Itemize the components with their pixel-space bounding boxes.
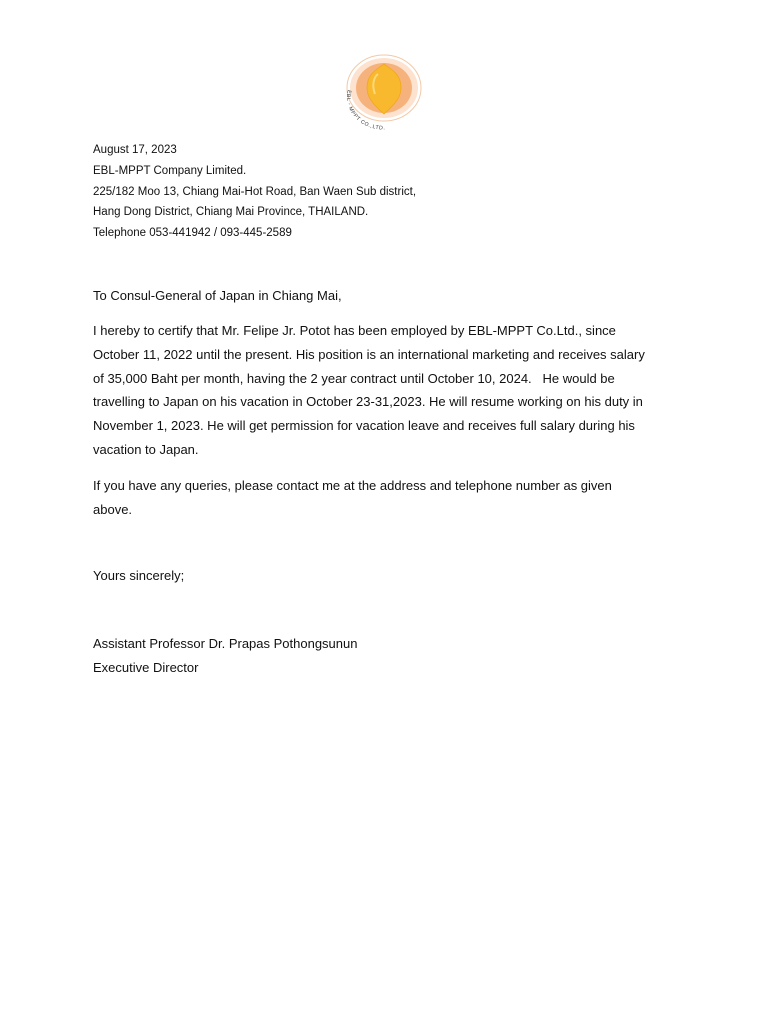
telephone: Telephone 053-441942 / 093-445-2589 [93, 227, 292, 240]
address-line-2: Hang Dong District, Chiang Mai Province, THAILAND. [93, 206, 369, 219]
letter-date: August 17, 2023 [93, 144, 177, 156]
closing: Yours sincerely; [93, 568, 185, 583]
signer-name: Assistant Professor Dr. Prapas Pothongsunun [93, 636, 358, 651]
body-paragraph-1 [93, 319, 683, 462]
paragraph-line: November 1, 2023. He will get permission for vacation leave and receives full salary during his [93, 418, 635, 434]
salutation: To Consul-General of Japan in Chiang Mai, [93, 288, 342, 303]
paragraph-line: vacation to Japan. [93, 441, 199, 457]
paragraph-line: of 35,000 Baht per month, having the 2 year contract until October 10, 2024. He would be [93, 370, 615, 386]
logo-text: EBL - MPPT CO.,LTD. [344, 89, 386, 130]
signer-title: Executive Director [93, 660, 199, 675]
signature-block [93, 632, 357, 680]
company-name: EBL-MPPT Company Limited. [93, 164, 247, 177]
body-paragraph-2 [93, 474, 683, 522]
address-line-1: 225/182 Moo 13, Chiang Mai-Hot Road, Ban Waen Sub district, [93, 185, 417, 198]
paragraph-line: October 11, 2022 until the present. His position is an international marketing and receives salary [93, 346, 645, 362]
company-logo [336, 50, 432, 130]
leaf-logo-icon [336, 50, 432, 130]
paragraph-line: I hereby to certify that Mr. Felipe Jr. Potot has been employed by EBL-MPPT Co.Ltd., since [93, 323, 616, 338]
paragraph-line: above. [93, 502, 133, 517]
letter-header [93, 142, 693, 246]
paragraph-line: travelling to Japan on his vacation in October 23-31,2023. He will resume working on his duty in [93, 394, 643, 410]
paragraph-line: If you have any queries, please contact me at the address and telephone number as given [93, 478, 612, 493]
